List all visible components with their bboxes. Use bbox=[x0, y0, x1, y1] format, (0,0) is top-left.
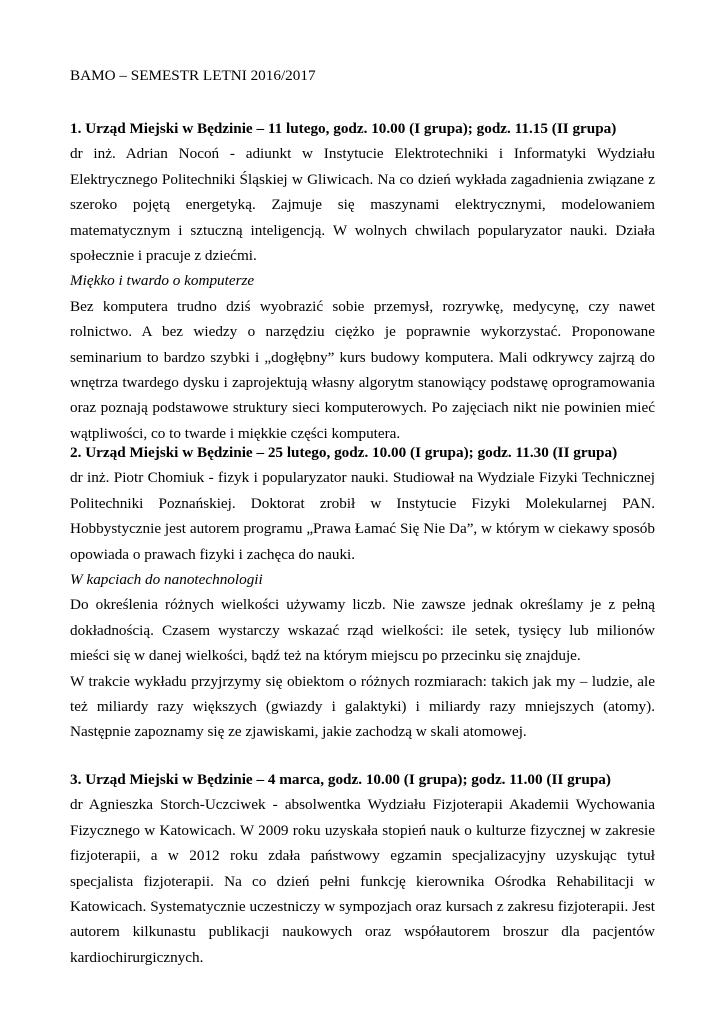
section-2-description-1: Do określenia różnych wielkości używamy liczb. Nie zawsze jednak określamy je z pełną dokładnością. Czasem wystarczy wskazać rząd wielkości: ile setek, tysięcy lub milionów mieści się w danej wielkości, bądź też na którym miejscu po przecinku się znajduje. bbox=[70, 596, 655, 665]
section-2-speaker-bio: dr inż. Piotr Chomiuk - fizyk i popularyzator nauki. Studiował na Wydziale Fizyki Technicznej Politechniki Poznańskiej. Doktorat zrobił w Instytucie Fizyki Molekularnej PAN. Hobbystycznie jest autorem programu „Prawa Łamać Się Nie Da”, w którym w ciekawy sposób opowiada o prawach fizyki i zachęca do nauki. bbox=[70, 469, 655, 563]
section-1-speaker-bio: dr inż. Adrian Nocoń - adiunkt w Instytucie Elektrotechniki i Informatyki Wydziału Elektrycznego Politechniki Śląskiej w Gliwicach. Na co dzień wykłada zagadnienia związane z szeroko pojętą energetyką. Zajmuje się maszynami elektrycznymi, modelowaniem matematycznym i sztuczną inteligencją. W wolnych chwilach popularyzator nauki. Działa społecznie i pracuje z dziećmi. bbox=[70, 145, 655, 265]
section-3-title: 3. Urząd Miejski w Będzinie – 4 marca, godz. 10.00 (I grupa); godz. 11.00 (II grupa) bbox=[70, 771, 611, 788]
section-2-title: 2. Urząd Miejski w Będzinie – 25 lutego, godz. 10.00 (I grupa); godz. 11.30 (II grupa) bbox=[70, 444, 618, 461]
document-heading: BAMO – SEMESTR LETNI 2016/2017 bbox=[70, 67, 316, 84]
section-1-title: 1. Urząd Miejski w Będzinie – 11 lutego, godz. 10.00 (I grupa); godz. 11.15 (II grupa) bbox=[70, 120, 617, 137]
section-1 bbox=[70, 116, 655, 446]
section-2 bbox=[70, 440, 655, 745]
section-2-description-2: W trakcie wykładu przyjrzymy się obiektom o różnych rozmiarach: takich jak my – ludzie, ale też miliardy razy większych (gwiazdy i galaktyki) i miliardy razy mniejszych (atomy). Następnie zapoznamy się ze zjawiskami, jakie zachodzą w skali atomowej. bbox=[70, 672, 655, 741]
section-1-topic: Miękko i twardo o komputerze bbox=[70, 272, 255, 290]
section-2-topic: W kapciach do nanotechnologii bbox=[70, 571, 263, 589]
section-1-description: Bez komputera trudno dziś wyobrazić sobie przemysł, rozrywkę, medycynę, czy nawet rolnictwo. A bez wiedzy o narzędziu ciężko je poprawnie wykorzystać. Proponowane seminarium to bardzo szybki i „dogłębny” kurs budowy komputera. Mali odkrywcy zajrzą do wnętrza twardego dysku i zaprojektują własny algorytm stanowiący podstawę oprogramowania oraz poznają podstawowe struktury sieci komputerowych. Po zajęciach nikt nie powinien mieć wątpliwości, co to twarde i miękkie części komputera. bbox=[70, 297, 655, 442]
section-3-speaker-bio: dr Agnieszka Storch-Uczciwek - absolwentka Wydziału Fizjoterapii Akademii Wychowania Fizycznego w Katowicach. W 2009 roku uzyskała stopień nauk o kulturze fizycznej w zakresie fizjoterapii, a w 2012 roku zdała państwowy egzamin specjalizacyjny uzyskując tytuł specjalista fizjoterapii. Na co dzień pełni funkcję kierownika Ośrodka Rehabilitacji w Katowicach. Systematycznie uczestniczy w sympozjach oraz kursach z zakresu fizjoterapii. Jest autorem kilkunastu publikacji naukowych oraz współautorem broszur dla pacjentów kardiochirurgicznych. bbox=[70, 796, 655, 966]
section-3 bbox=[70, 767, 655, 970]
